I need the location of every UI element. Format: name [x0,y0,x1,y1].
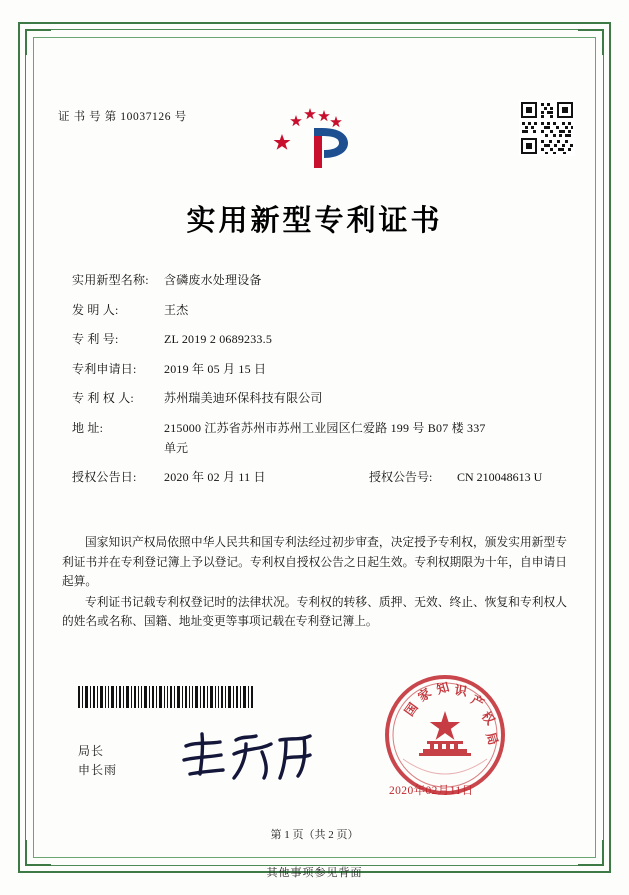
legal-body-text [62,533,567,633]
legal-paragraph-1: 国家知识产权局依照中华人民共和国专利法经过初步审查，决定授予专利权，颁发实用新型专利证书并在专利登记簿上予以登记。专利权自授权公告之日起生效。专利权期限为十年，自申请日起算。 [62,536,567,588]
director-name-label: 申长雨 [78,763,118,777]
field-row-address [72,420,562,437]
svg-text:识: 识 [453,682,469,699]
field-label: 地 址: [72,420,104,435]
barcode [78,686,253,708]
field-value: 王杰 [164,302,189,317]
svg-text:知: 知 [434,679,451,697]
field-value: 含磷废水处理设备 [164,273,262,287]
director-signature [176,730,318,784]
field-label: 实用新型名称: [72,273,149,287]
field-list [72,272,562,499]
field-label-grant-date: 授权公告日: [72,470,137,484]
page-number: 第 1 页（共 2 页） [270,829,359,841]
svg-text:权: 权 [478,708,499,728]
svg-text:局: 局 [483,730,502,747]
svg-text:家: 家 [414,684,434,705]
field-value-grant-number: CN 210048613 U [457,470,543,484]
official-seal [381,671,509,799]
field-value: 2019 年 05 月 15 日 [164,361,267,376]
field-row-inventor [72,302,562,319]
field-label-grant-number: 授权公告号: [369,470,433,484]
field-label: 专利申请日: [72,361,137,376]
field-label: 专 利 权 人: [72,391,134,405]
director-title-label: 局长 [78,744,105,758]
cnipa-emblem-icon [262,98,366,170]
page-title: 实用新型专利证书 [186,203,443,237]
corner-ornament-bottom-right [578,840,604,866]
certificate-number: 证 书 号 第 10037126 号 [58,111,187,123]
seal-date: 2020年02月11日 [389,785,474,797]
field-row-application-date [72,361,562,378]
field-value: 215000 江苏省苏州市苏州工业园区仁爱路 199 号 B07 楼 337 [164,420,486,435]
field-label: 专 利 号: [72,332,119,346]
field-value: ZL 2019 2 0689233.5 [164,332,273,346]
field-row-grant-announcement [72,469,562,486]
field-value: 苏州瑞美迪环保科技有限公司 [164,391,323,405]
svg-text:国: 国 [401,699,421,719]
director-block [78,742,117,780]
field-row-patent-number [72,331,562,348]
svg-text:产: 产 [468,691,487,711]
corner-ornament-top-right [578,29,604,55]
qr-code [519,100,575,156]
field-value-grant-date: 2020 年 02 月 11 日 [164,470,266,484]
footnote: 其他事项参见背面 [266,867,363,879]
corner-ornament-bottom-left [25,840,51,866]
field-row-invention-name [72,272,562,289]
legal-paragraph-2: 专利证书记载专利权登记时的法律状况。专利权的转移、质押、无效、终止、恢复和专利权人的姓名或名称、国籍、地址变更等事项记载在专利登记簿上。 [62,595,567,628]
field-row-patentee [72,390,562,407]
field-label: 发 明 人: [72,302,119,317]
field-value-address-line2: 单元 [164,441,189,455]
corner-ornament-top-left [25,29,51,55]
